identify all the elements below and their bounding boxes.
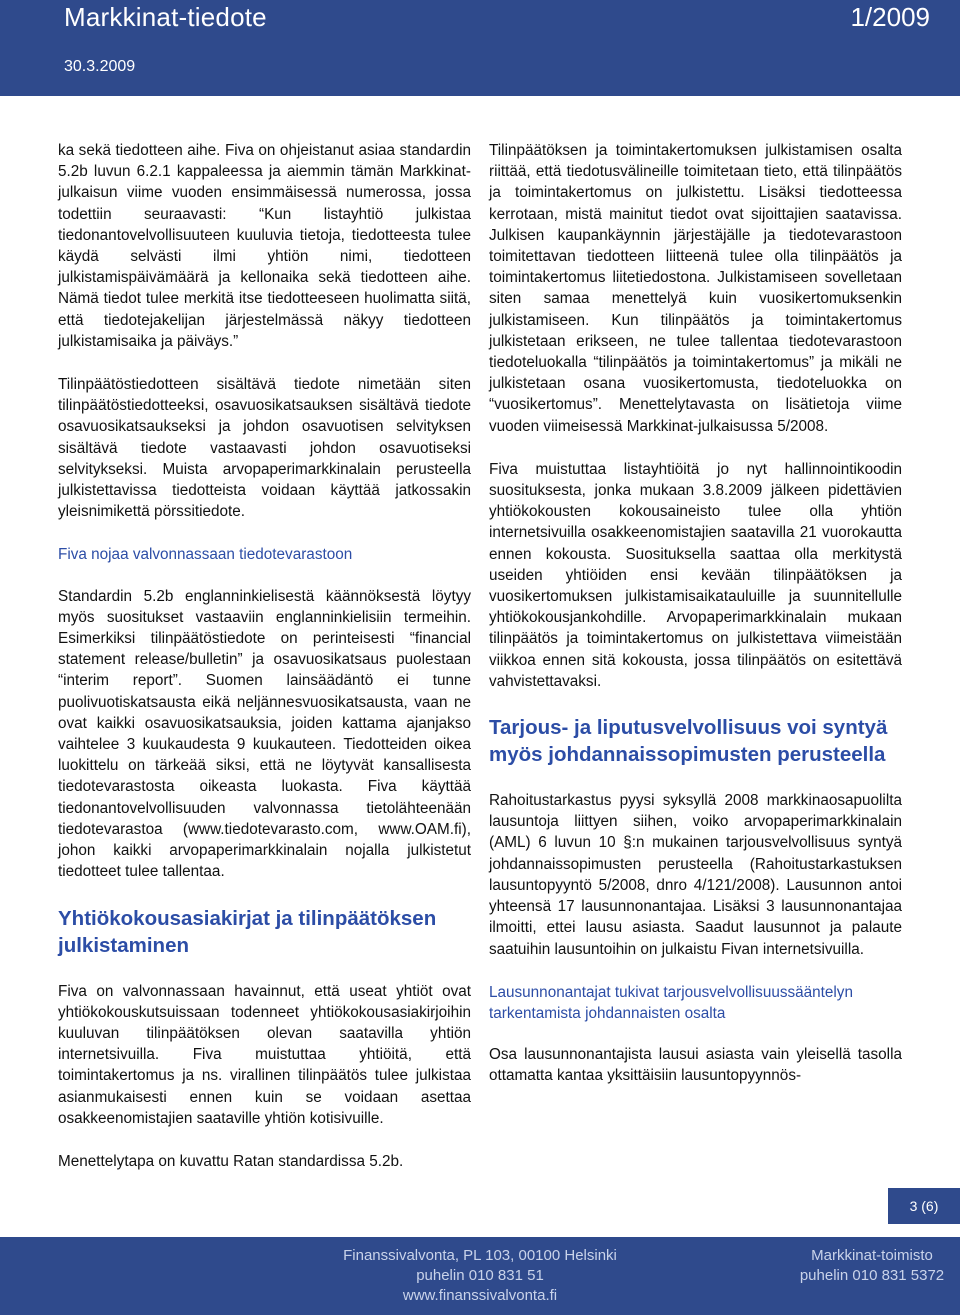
publication-title: Markkinat-tiedote — [64, 2, 267, 32]
left-paragraph-2: Tilinpäätöstiedotteen sisältävä tiedote nimetään siten tilinpäätöstiedotteeksi, osavuosikatsauksen sisältävä tiedote osavuosikatsaukseksi ja johdon osavuotisen selvityksen sisältävä tiedote vastaavasti johdon osavuotiseksi selvitykseksi. Muista arvopaperimarkkinalain perusteella julkistettavissa tiedotteista voidaan käyttää jatkossakin yleisnimikettä pörssitiedote. — [58, 376, 471, 521]
left-paragraph-1: ka sekä tiedotteen aihe. Fiva on ohjeistanut asiaa standardin 5.2b luvun 6.2.1 kappaleessa ja aiemmin tämän Markkinat-julkaisun viime vuoden ensimmäisessä numerossa, jossa todettiin seuraavasti: “Kun listayhtiö julkistaa tiedonantovelvollisuuteen kuuluvia tietoja, tiedotteesta tulee käydä selvästi ilmi yhtiön nimi, tiedotteen julkistamispäivämäärä ja kellonaika sekä tiedotteen aihe. Nämä tiedot tulee merkitä itse tiedotteeseen huolimatta siitä, että tiedotejakelijan järjestelmässä näkyy tiedotteen julkistamisaika ja päiväys.” — [58, 142, 471, 350]
right-column — [489, 140, 902, 1109]
publication-date: 30.3.2009 — [64, 58, 136, 75]
page-number-badge: 3 (6) — [888, 1188, 960, 1224]
footer-unit — [792, 1246, 952, 1286]
footer-organization — [330, 1246, 630, 1306]
left-column — [58, 140, 471, 1194]
left-paragraph-5: Menettelytapa on kuvattu Ratan standardissa 5.2b. — [58, 1152, 404, 1170]
right-paragraph-3: Rahoitustarkastus pyysi syksyllä 2008 markkinaosapuolilta lausuntoja liittyen siihen, voiko arvopaperimarkkinalain (AML) 6 luvun 10 §:n mukainen tarjousvelvollisuus syntyä johdannaissopimusten perusteella (Rahoitustarkastuksen lausuntopyyntö 5/2008, dnro 4/121/2008). Lausunnon antoi yhteensä 17 lausunnonantajaa. Lisäksi 3 lausunnonantajaa ilmoitti, ettei lausu asiasta. Saadut lausunnot ja palaute saatuihin lausuntoihin on julkaistu Fivan internetsivuilla. — [489, 792, 902, 958]
right-paragraph-1: Tilinpäätöksen ja toimintakertomuksen julkistamisen osalta riittää, että tiedotusvälineille toimitetaan tieto, että tilinpäätös ja toimintakertomus on julkistettu. Lisäksi tiedotteessa kerrotaan, mistä mainitut tiedot ovat sijoittajien saatavissa. Julkisen kaupankäynnin järjestäjälle ja tiedotevarastoon toimitettavan tiedotteen liitteenä tulee olla tilinpäätös ja toimintakertomus liitetiedostona. Julkistamiseen sovelletaan siten samaa menettelyä kuin vuosikertomuksenkin julkistamiseen. Kun tilinpäätös ja toimintakertomus julkistetaan erikseen, ne tulee tallentaa tiedotevarastoon tiedoteluokalla “tilinpäätös ja toimintakertomus” ja mikäli ne julkistetaan osana vuosikertomusta, tiedoteluokka on “vuosikertomus”. Menettelytavasta on lisätietoja viime vuoden viimeisessä Markkinat-julkaisussa 5/2008. — [489, 142, 902, 435]
footer-address: Finanssivalvonta, PL 103, 00100 Helsinki — [343, 1247, 617, 1264]
footer-unit-name: Markkinat-toimisto — [811, 1247, 933, 1264]
right-paragraph-2: Fiva muistuttaa listayhtiöitä jo nyt hallinnointikoodin suosituksesta, jonka mukaan 3.8.2009 jälkeen pidettävien yhtiökokousten kokousaineisto tulee olla yhtiön internetsivuilla osakkeenomistajien saatavilla 21 vuorokautta ennen kokousta. Suosituksella saattaa olla merkitystä useiden yhtiöiden ensi kevään tilinpäätöksen ja vuosikertomuksen julkistamisaikatauluille ja suunnitellulle yhtiökokousjankohdille. Arvopaperimarkkinalain mukaan tilinpäätös ja toimintakertomus on julkistettava viimeistään viikkoa ennen sitä kokousta, jossa tilinpäätös on esitettävä vahvistettavaksi. — [489, 460, 902, 690]
footer-website-link[interactable]: www.finanssivalvonta.fi — [402, 1287, 558, 1304]
heading-tarjous-liputus: Tarjous- ja liputusvelvollisuus voi syntyä myös johdannaissopimusten perusteella — [489, 716, 888, 767]
header-band — [0, 0, 960, 96]
footer-unit-phone: puhelin 010 831 5372 — [799, 1267, 945, 1284]
footer-phone: puhelin 010 831 51 — [416, 1267, 544, 1284]
left-paragraph-3: Standardin 5.2b englanninkielisestä käännöksestä löytyy myös suositukset vastaaviin englanninkielisiin termeihin. Esimerkiksi tilinpäätöstiedote on perinteisesti “financial statement release/bulletin” ja osavuosikatsaus puolestaan “interim report”. Suomen lainsäädäntö ei tunne puolivuotiskatsausta eikä neljännesvuosikatsausta, vaan ne ovat kaikki osavuosikatsauksia, joiden kattama ajanjakso vaihtelee 3 kuukaudesta 9 kuukauteen. Tiedotteiden oikea luokittelu on tärkeää siksi, että ne löytyvät kansallisesta tiedotevarastosta oikeasta luokasta. Fiva käyttää tiedonantovelvollisuuden valvonnassa tietolähteenään tiedotevarastoa (www.tiedotevarasto.com, www.OAM.fi), johon kaikki arvopaperimarkkinalain nojalla julkistetut tiedotteet tulee tallentaa. — [58, 587, 471, 881]
heading-yhtiokokousasiakirjat: Yhtiökokousasiakirjat ja tilinpäätöksen julkistaminen — [58, 906, 437, 957]
left-paragraph-4: Fiva on valvonnassaan havainnut, että useat yhtiöt ovat yhtiökokouskutsuissaan todenneet yhtiökokousasiakirjoihin kuuluvan tilinpäätöksen olevan saatavilla yhtiön internetsivuilla. Fiva muistuttaa yhtiöitä, että toimintakertomus ja ns. virallinen tilinpäätös tulee julkistaa asianmukaisesti ennen kuin se voidaan asettaa osakkeenomistajien saataville yhtiön kotisivuille. — [58, 982, 471, 1127]
issue-number: 1/2009 — [850, 2, 930, 32]
right-paragraph-4: Osa lausunnonantajista lausui asiasta vain yleisellä tasolla ottamatta kantaa yksittäisiin lausuntopyynnös- — [489, 1046, 902, 1085]
subheading-lausunnonantajat: Lausunnonantajat tukivat tarjousvelvollisuussääntelyn tarkentamista johdannaisten osalta — [489, 983, 853, 1022]
subheading-tiedotevarasto: Fiva nojaa valvonnassaan tiedotevarastoon — [58, 546, 353, 564]
